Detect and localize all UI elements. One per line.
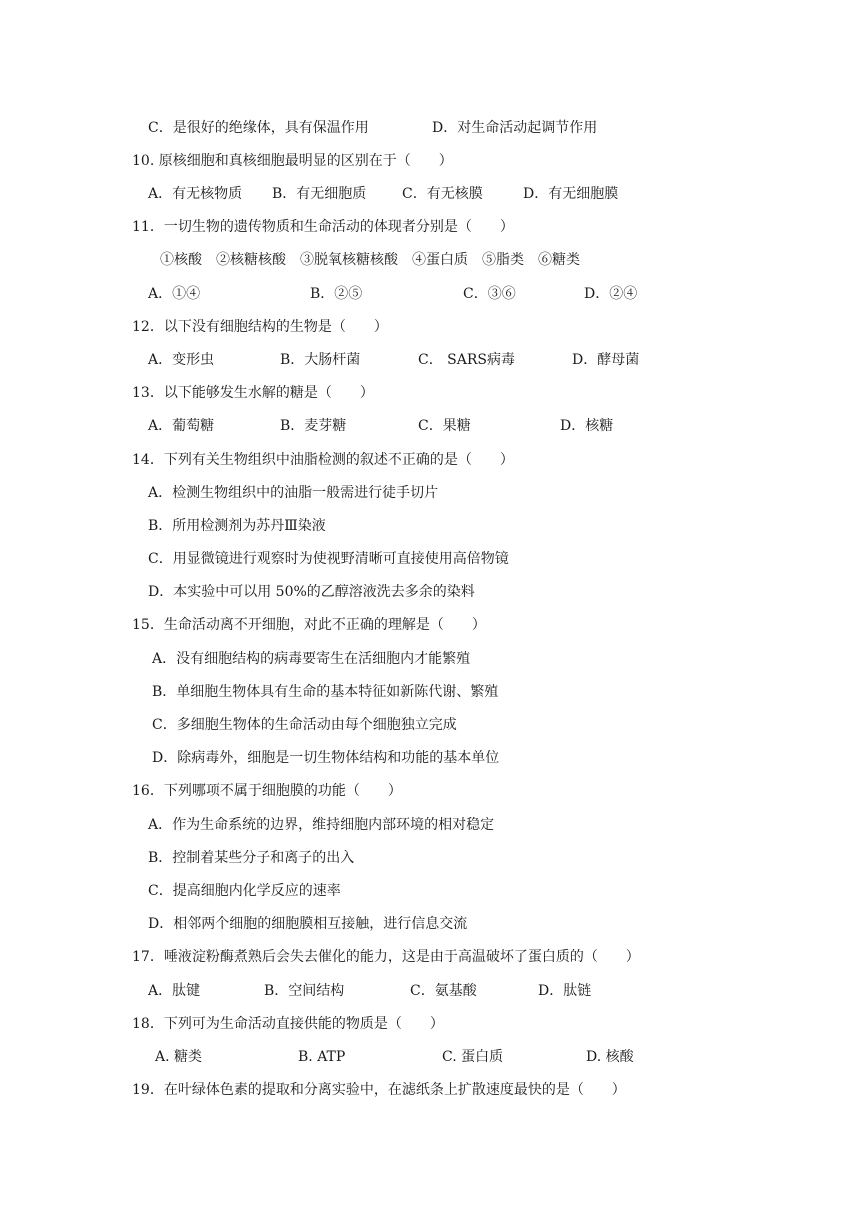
q13-stem: 13．以下能够发生水解的糖是（ ） xyxy=(132,385,374,401)
q18-option-a: A. 糖类 xyxy=(155,1049,203,1065)
q15-option-a: A．没有细胞结构的病毒要寄生在活细胞内才能繁殖 xyxy=(152,651,471,667)
q13-option-a: A．葡萄糖 xyxy=(148,418,215,434)
q14-option-d: D．本实验中可以用 50%的乙醇溶液洗去多余的染料 xyxy=(148,584,475,600)
q14-option-c: C．用显微镜进行观察时为使视野清晰可直接使用高倍物镜 xyxy=(148,551,509,567)
q16-option-c: C．提高细胞内化学反应的速率 xyxy=(148,883,341,899)
q10-option-b: B．有无细胞质 xyxy=(272,186,367,202)
q12-stem: 12．以下没有细胞结构的生物是（ ） xyxy=(132,319,388,335)
q14-option-a: A．检测生物组织中的油脂一般需进行徒手切片 xyxy=(148,485,439,501)
q16-option-b: B．控制着某些分子和离子的出入 xyxy=(148,850,355,866)
q17-option-c: C．氨基酸 xyxy=(410,983,477,999)
q16-option-a: A．作为生命系统的边界，维持细胞内部环境的相对稳定 xyxy=(148,817,495,833)
q10-stem: 10. 原核细胞和真核细胞最明显的区别在于（ ） xyxy=(132,153,453,169)
q17-option-b: B．空间结构 xyxy=(264,983,345,999)
q13-option-d: D．核糖 xyxy=(560,418,614,434)
q15-option-c: C．多细胞生物体的生命活动由每个细胞独立完成 xyxy=(152,717,457,733)
q13-option-b: B．麦芽糖 xyxy=(280,418,347,434)
q11-option-d: D．②④ xyxy=(584,286,638,302)
q13-option-c: C．果糖 xyxy=(418,418,471,434)
q18-stem: 18．下列可为生命活动直接供能的物质是（ ） xyxy=(132,1016,444,1032)
q11-option-c: C．③⑥ xyxy=(463,286,516,302)
q18-option-b: B. ATP xyxy=(298,1049,346,1065)
q11-items: ①核酸 ②核糖核酸 ③脱氧核糖核酸 ④蛋白质 ⑤脂类 ⑥糖类 xyxy=(160,252,580,268)
q16-stem: 16．下列哪项不属于细胞膜的功能（ ） xyxy=(132,783,402,799)
q11-option-b: B．②⑤ xyxy=(310,286,363,302)
q14-option-b: B．所用检测剂为苏丹Ⅲ染液 xyxy=(148,518,326,534)
q15-option-b: B．单细胞生物体具有生命的基本特征如新陈代谢、繁殖 xyxy=(152,684,499,700)
q19-stem: 19．在叶绿体色素的提取和分离实验中，在滤纸条上扩散速度最快的是（ ） xyxy=(132,1082,626,1098)
q17-option-a: A．肽键 xyxy=(148,983,201,999)
q15-stem: 15．生命活动离不开细胞，对此不正确的理解是（ ） xyxy=(132,617,486,633)
q15-option-d: D．除病毒外，细胞是一切生物体结构和功能的基本单位 xyxy=(152,750,500,766)
q12-option-c: C． SARS病毒 xyxy=(418,352,515,368)
q9-option-d: D．对生命活动起调节作用 xyxy=(432,120,598,136)
q17-option-d: D．肽链 xyxy=(538,983,592,999)
q16-option-d: D．相邻两个细胞的细胞膜相互接触，进行信息交流 xyxy=(148,916,468,932)
q18-option-c: C. 蛋白质 xyxy=(442,1049,504,1065)
q18-option-d: D. 核酸 xyxy=(586,1049,634,1065)
q12-option-d: D．酵母菌 xyxy=(572,352,640,368)
q14-stem: 14．下列有关生物组织中油脂检测的叙述不正确的是（ ） xyxy=(132,452,514,468)
q10-option-c: C．有无核膜 xyxy=(402,186,483,202)
q10-option-a: A．有无核物质 xyxy=(148,186,243,202)
q11-option-a: A．①④ xyxy=(148,286,201,302)
q10-option-d: D．有无细胞膜 xyxy=(523,186,619,202)
q17-stem: 17．唾液淀粉酶煮熟后会失去催化的能力，这是由于高温破坏了蛋白质的（ ） xyxy=(132,949,640,965)
q11-stem: 11．一切生物的遗传物质和生命活动的体现者分别是（ ） xyxy=(132,219,514,235)
q12-option-b: B．大肠杆菌 xyxy=(280,352,361,368)
q9-option-c: C．是很好的绝缘体，具有保温作用 xyxy=(148,120,369,136)
q12-option-a: A．变形虫 xyxy=(148,352,215,368)
